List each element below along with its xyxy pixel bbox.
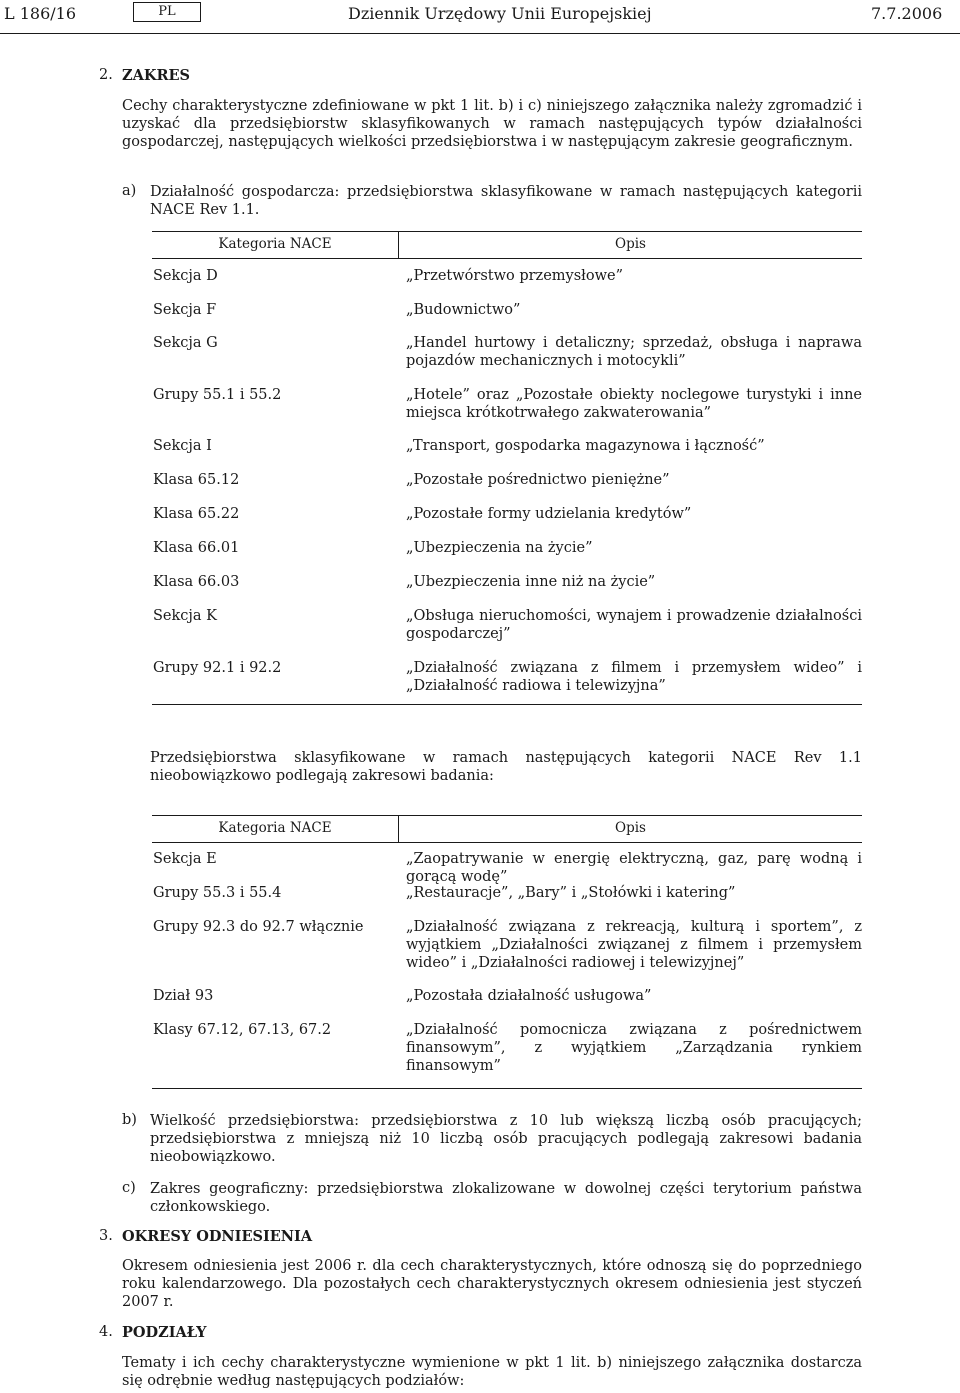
column-header-category: Kategoria NACE bbox=[218, 236, 332, 252]
journal-header bbox=[0, 0, 960, 34]
section-3-number: 3. bbox=[99, 1228, 113, 1244]
nace-description: „Pozostała działalność usługowa” bbox=[406, 988, 652, 1004]
item-b-label: b) bbox=[122, 1112, 137, 1128]
section-4-title: PODZIAŁY bbox=[122, 1324, 207, 1341]
nace-category: Dział 93 bbox=[153, 988, 214, 1004]
nace-category: Sekcja F bbox=[153, 302, 217, 318]
column-header-category: Kategoria NACE bbox=[218, 820, 332, 836]
nace-category: Sekcja I bbox=[153, 438, 212, 454]
section-2-title: ZAKRES bbox=[122, 67, 191, 84]
nace-description: „Hotele” oraz „Pozostałe obiekty noclegowe turystyki i inne miejsca krótkotrwałego zakwaterowania” bbox=[406, 387, 862, 421]
nace-category: Grupy 55.1 i 55.2 bbox=[153, 387, 282, 403]
table-header bbox=[152, 232, 862, 259]
nace-table-mandatory bbox=[152, 231, 862, 705]
nace-description: „Działalność związana z rekreacją, kulturą i sportem”, z wyjątkiem „Działalności związanej z filmem i przemysłem wideo” i „Działalności radiowej i telewizyjnej” bbox=[406, 919, 862, 971]
page-reference: L 186/16 bbox=[4, 4, 76, 23]
item-c-text: Zakres geograficzny: przedsiębiorstwa zlokalizowane w dowolnej części terytorium państwa członkowskiego. bbox=[150, 1181, 862, 1215]
language-badge: PL bbox=[133, 2, 201, 22]
nace-description: „Obsługa nieruchomości, wynajem i prowadzenie działalności gospodarczej” bbox=[406, 608, 862, 642]
section-2-number: 2. bbox=[99, 67, 113, 83]
nace-description: „Przetwórstwo przemysłowe” bbox=[406, 268, 623, 284]
item-a-text: Działalność gospodarcza: przedsiębiorstwa sklasyfikowane w ramach następujących kategorii NACE Rev 1.1. bbox=[150, 184, 862, 218]
section-3-text: Okresem odniesienia jest 2006 r. dla cech charakterystycznych, które odnoszą się do poprzedniego roku kalendarzowego. Dla pozostałych cech charakterystycznych okresem odniesienia jest styczeń 2007 r. bbox=[122, 1258, 862, 1310]
nace-category: Klasy 67.12, 67.13, 67.2 bbox=[153, 1022, 332, 1038]
nace-description: „Handel hurtowy i detaliczny; sprzedaż, obsługa i naprawa pojazdów mechanicznych i motocykli” bbox=[406, 335, 862, 369]
nace-description: „Budownictwo” bbox=[406, 302, 521, 318]
nace-description: „Ubezpieczenia na życie” bbox=[406, 540, 593, 556]
item-c-label: c) bbox=[122, 1180, 136, 1196]
optional-scope-text: Przedsiębiorstwa sklasyfikowane w ramach następujących kategorii NACE Rev 1.1 nieobowiązkowo podlegają zakresowi badania: bbox=[150, 750, 862, 784]
nace-description: „Ubezpieczenia inne niż na życie” bbox=[406, 574, 656, 590]
nace-table-optional bbox=[152, 815, 862, 1089]
nace-description: „Pozostałe pośrednictwo pieniężne” bbox=[406, 472, 670, 488]
nace-category: Sekcja K bbox=[153, 608, 218, 624]
nace-category: Klasa 65.12 bbox=[153, 472, 240, 488]
column-header-description: Opis bbox=[615, 820, 646, 836]
journal-title: Dziennik Urzędowy Unii Europejskiej bbox=[348, 4, 652, 23]
section-4-text: Tematy i ich cechy charakterystyczne wymienione w pkt 1 lit. b) niniejszego załącznika dostarcza się odrębnie według następujących podziałów: bbox=[122, 1355, 862, 1389]
nace-category: Sekcja D bbox=[153, 268, 218, 284]
nace-description: „Transport, gospodarka magazynowa i łączność” bbox=[406, 438, 765, 454]
section-3-title: OKRESY ODNIESIENIA bbox=[122, 1228, 313, 1245]
section-4-number: 4. bbox=[99, 1324, 113, 1340]
item-b-text: Wielkość przedsiębiorstwa: przedsiębiorstwa z 10 lub większą liczbą osób pracujących; przedsiębiorstwa z mniejszą niż 10 liczbą osób pracujących podlegają zakresowi badania nieobowiązkowo. bbox=[150, 1113, 862, 1165]
nace-category: Grupy 92.3 do 92.7 włącznie bbox=[153, 919, 364, 935]
nace-category: Grupy 92.1 i 92.2 bbox=[153, 660, 282, 676]
section-2-intro: Cechy charakterystyczne zdefiniowane w pkt 1 lit. b) i c) niniejszego załącznika należy zgromadzić i uzyskać dla przedsiębiorstw sklasyfikowanych w ramach następujących typów działalności gospodarczej, następujących wielkości przedsiębiorstwa i w następującym zakresie geograficznym. bbox=[122, 98, 862, 150]
item-a-label: a) bbox=[122, 183, 137, 199]
nace-description: „Pozostałe formy udzielania kredytów” bbox=[406, 506, 692, 522]
nace-description: „Działalność związana z filmem i przemysłem wideo” i „Działalność radiowa i telewizyjna” bbox=[406, 660, 862, 694]
publication-date: 7.7.2006 bbox=[871, 4, 943, 23]
nace-description: „Działalność pomocnicza związana z pośrednictwem finansowym”, z wyjątkiem „Zarządzania rynkiem finansowym” bbox=[406, 1022, 862, 1074]
header-rule bbox=[0, 33, 960, 34]
nace-category: Klasa 65.22 bbox=[153, 506, 240, 522]
nace-description: „Zaopatrywanie w energię elektryczną, gaz, parę wodną i gorącą wodę” bbox=[406, 851, 862, 885]
nace-category: Klasa 66.01 bbox=[153, 540, 240, 556]
column-header-description: Opis bbox=[615, 236, 646, 252]
nace-category: Klasa 66.03 bbox=[153, 574, 240, 590]
nace-category: Sekcja E bbox=[153, 851, 217, 867]
table-header bbox=[152, 816, 862, 843]
nace-category: Grupy 55.3 i 55.4 bbox=[153, 885, 282, 901]
nace-description: „Restauracje”, „Bary” i „Stołówki i katering” bbox=[406, 885, 736, 901]
nace-category: Sekcja G bbox=[153, 335, 218, 351]
